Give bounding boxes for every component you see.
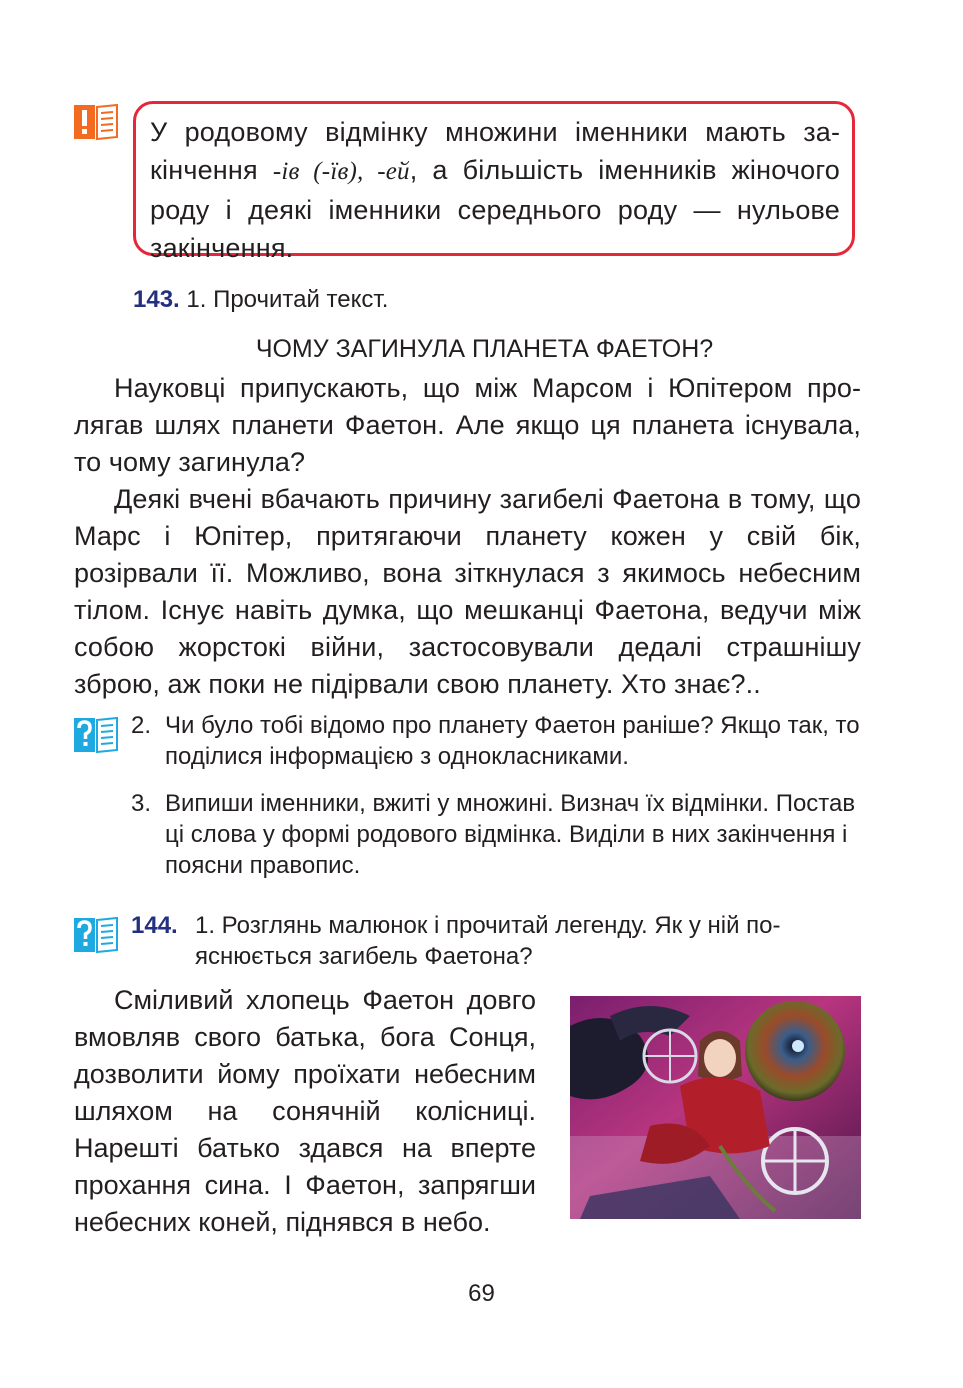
rule-text-part: У родовому відмінку множини іменники мають закінчення bbox=[150, 117, 840, 185]
question-book-icon bbox=[73, 716, 119, 754]
rule-ending: -ів (-їв), -ей bbox=[272, 158, 410, 185]
task-text: Чи було тобі відомо про планету Фаетон раніше? Якщо так, то поділися інформацією з однокласниками. bbox=[165, 712, 860, 770]
exercise-instruction: 1. Прочитай текст. bbox=[186, 286, 389, 313]
question-book-icon bbox=[73, 916, 119, 954]
rule-text-part: , а більшість іменників жіночого роду і деякі іменники середнього роду — нульове закінчення. bbox=[150, 155, 840, 263]
exercise-instruction: 1. Розглянь малюнок і прочитай легенду. Як у ній пояснюється загибель Фаетона? bbox=[195, 912, 781, 970]
exercise-number: 144. bbox=[131, 912, 178, 939]
paragraph: Сміливий хлопець Фаетон довго вмовляв свого батька, бога Сонця, дозволити йому проїхати небесним шляхом на сонячній колісниці. Нарешті батько здався на вперте прохання сина. І Фаетон, запрягши небесних коней, піднявся в небо. bbox=[74, 985, 536, 1237]
exercise-number: 143. bbox=[133, 286, 180, 313]
phaeton-illustration bbox=[570, 996, 861, 1219]
exercise-143-header bbox=[133, 284, 388, 315]
exclamation-book-icon bbox=[73, 103, 119, 141]
task-number: 2. bbox=[131, 712, 152, 739]
task-2 bbox=[131, 710, 861, 772]
task-text: Випиши іменники, вжиті у множині. Визнач їх відмінки. Постав ці слова у формі родового відмінка. Виділи в них закінчення і поясни правопис. bbox=[165, 790, 856, 879]
exercise-144-header bbox=[131, 910, 861, 972]
rule-text bbox=[150, 113, 840, 267]
page-number: 69 bbox=[468, 1280, 495, 1307]
paragraph: Науковці припускають, що між Марсом і Юпітером пролягав шлях планети Фаетон. Але якщо ця планета існувала, то чому загинула? bbox=[74, 373, 861, 477]
task-number: 3. bbox=[131, 790, 152, 817]
rule-box bbox=[133, 101, 855, 263]
reading-text bbox=[74, 370, 861, 703]
text-title: ЧОМУ ЗАГИНУЛА ПЛАНЕТА ФАЕТОН? bbox=[255, 335, 714, 363]
paragraph: Деякі вчені вбачають причину загибелі Фаетона в тому, що Марс і Юпітер, притягаючи планету кожен у свій бік, розірвали її. Можливо, вона зіткнулася з якимось небесним тілом. Існує навіть думка, що мешканці Фаетона, ведучи між собою жорстокі війни, застосовували дедалі страшнішу зброю, аж поки не підірвали свою планету. Хто знає?.. bbox=[74, 484, 861, 699]
task-3 bbox=[131, 788, 861, 881]
legend-text bbox=[74, 982, 536, 1241]
